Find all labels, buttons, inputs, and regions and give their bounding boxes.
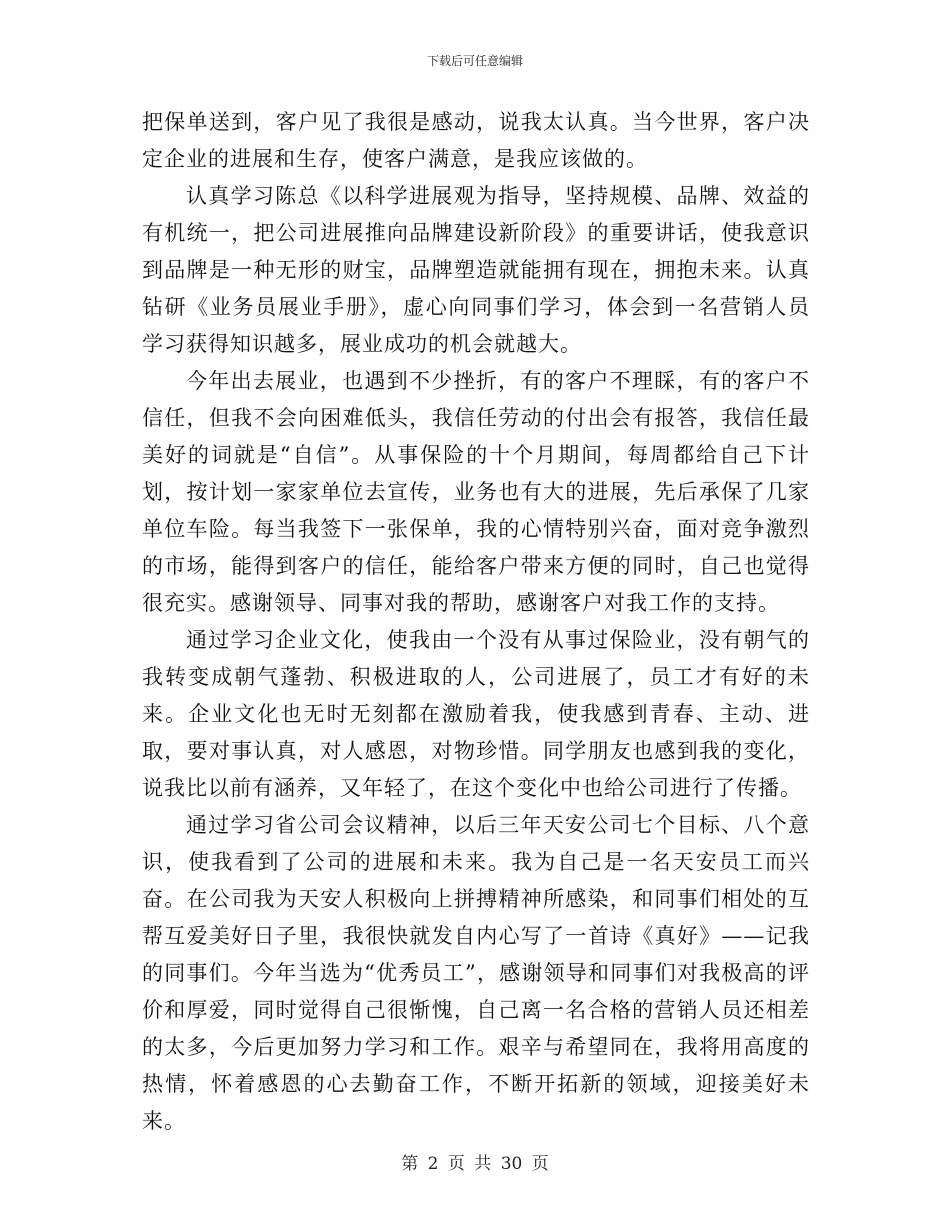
paragraph-brand-study: 认真学习陈总《以科学进展观为指导，坚持规模、品牌、效益的有机统一，把公司进展推向品牌建设新阶段》的重要讲话，使我意识到品牌是一种无形的财宝，品牌塑造就能拥有现在，拥抱未来。认真钻研《业务员展业手册》，虚心向同事们学习，体会到一名营销人员学习获得知识越多，展业成功的机会就越大。 <box>142 184 810 356</box>
page-header-note: 下载后可任意编辑 <box>426 54 523 68</box>
page-number-footer: 第 2 页 共 30 页 <box>401 1154 549 1174</box>
paragraph-business-development: 今年出去展业，也遇到不少挫折，有的客户不理睬，有的客户不信任，但我不会向困难低头，我信任劳动的付出会有报答，我信任最美好的词就是“自信”。从事保险的十个月期间，每周都给自己下计划，按计划一家家单位去宣传，业务也有大的进展，先后承保了几家单位车险。每当我签下一张保单，我的心情特别兴奋，面对竞争激烈的市场，能得到客户的信任，能给客户带来方便的同时，自己也觉得很充实。感谢领导、同事对我的帮助，感谢客户对我工作的支持。 <box>142 369 810 615</box>
document-body <box>142 104 810 1140</box>
paragraph-meeting-spirit: 通过学习省公司会议精神，以后三年天安公司七个目标、八个意识，使我看到了公司的进展和未来。我为自己是一名天安员工而兴奋。在公司我为天安人积极向上拼搏精神所感染，和同事们相处的互帮互爱美好日子里，我很快就发自内心写了一首诗《真好》——记我的同事们。今年当选为“优秀员工”，感谢领导和同事们对我极高的评价和厚爱，同时觉得自己很惭愧，自己离一名合格的营销人员还相差的太多，今后更加努力学习和工作。艰辛与希望同在，我将用高度的热情，怀着感恩的心去勤奋工作，不断开拓新的领域，迎接美好未来。 <box>142 813 810 1133</box>
paragraph-continuation: 把保单送到，客户见了我很是感动，说我太认真。当今世界，客户决定企业的进展和生存，使客户满意，是我应该做的。 <box>142 110 810 171</box>
paragraph-corporate-culture: 通过学习企业文化，使我由一个没有从事过保险业，没有朝气的我转变成朝气蓬勃、积极进取的人，公司进展了，员工才有好的未来。企业文化也无时无刻都在激励着我，使我感到青春、主动、进取，要对事认真，对人感恩，对物珍惜。同学朋友也感到我的变化，说我比以前有涵养，又年轻了，在这个变化中也给公司进行了传播。 <box>142 628 810 800</box>
